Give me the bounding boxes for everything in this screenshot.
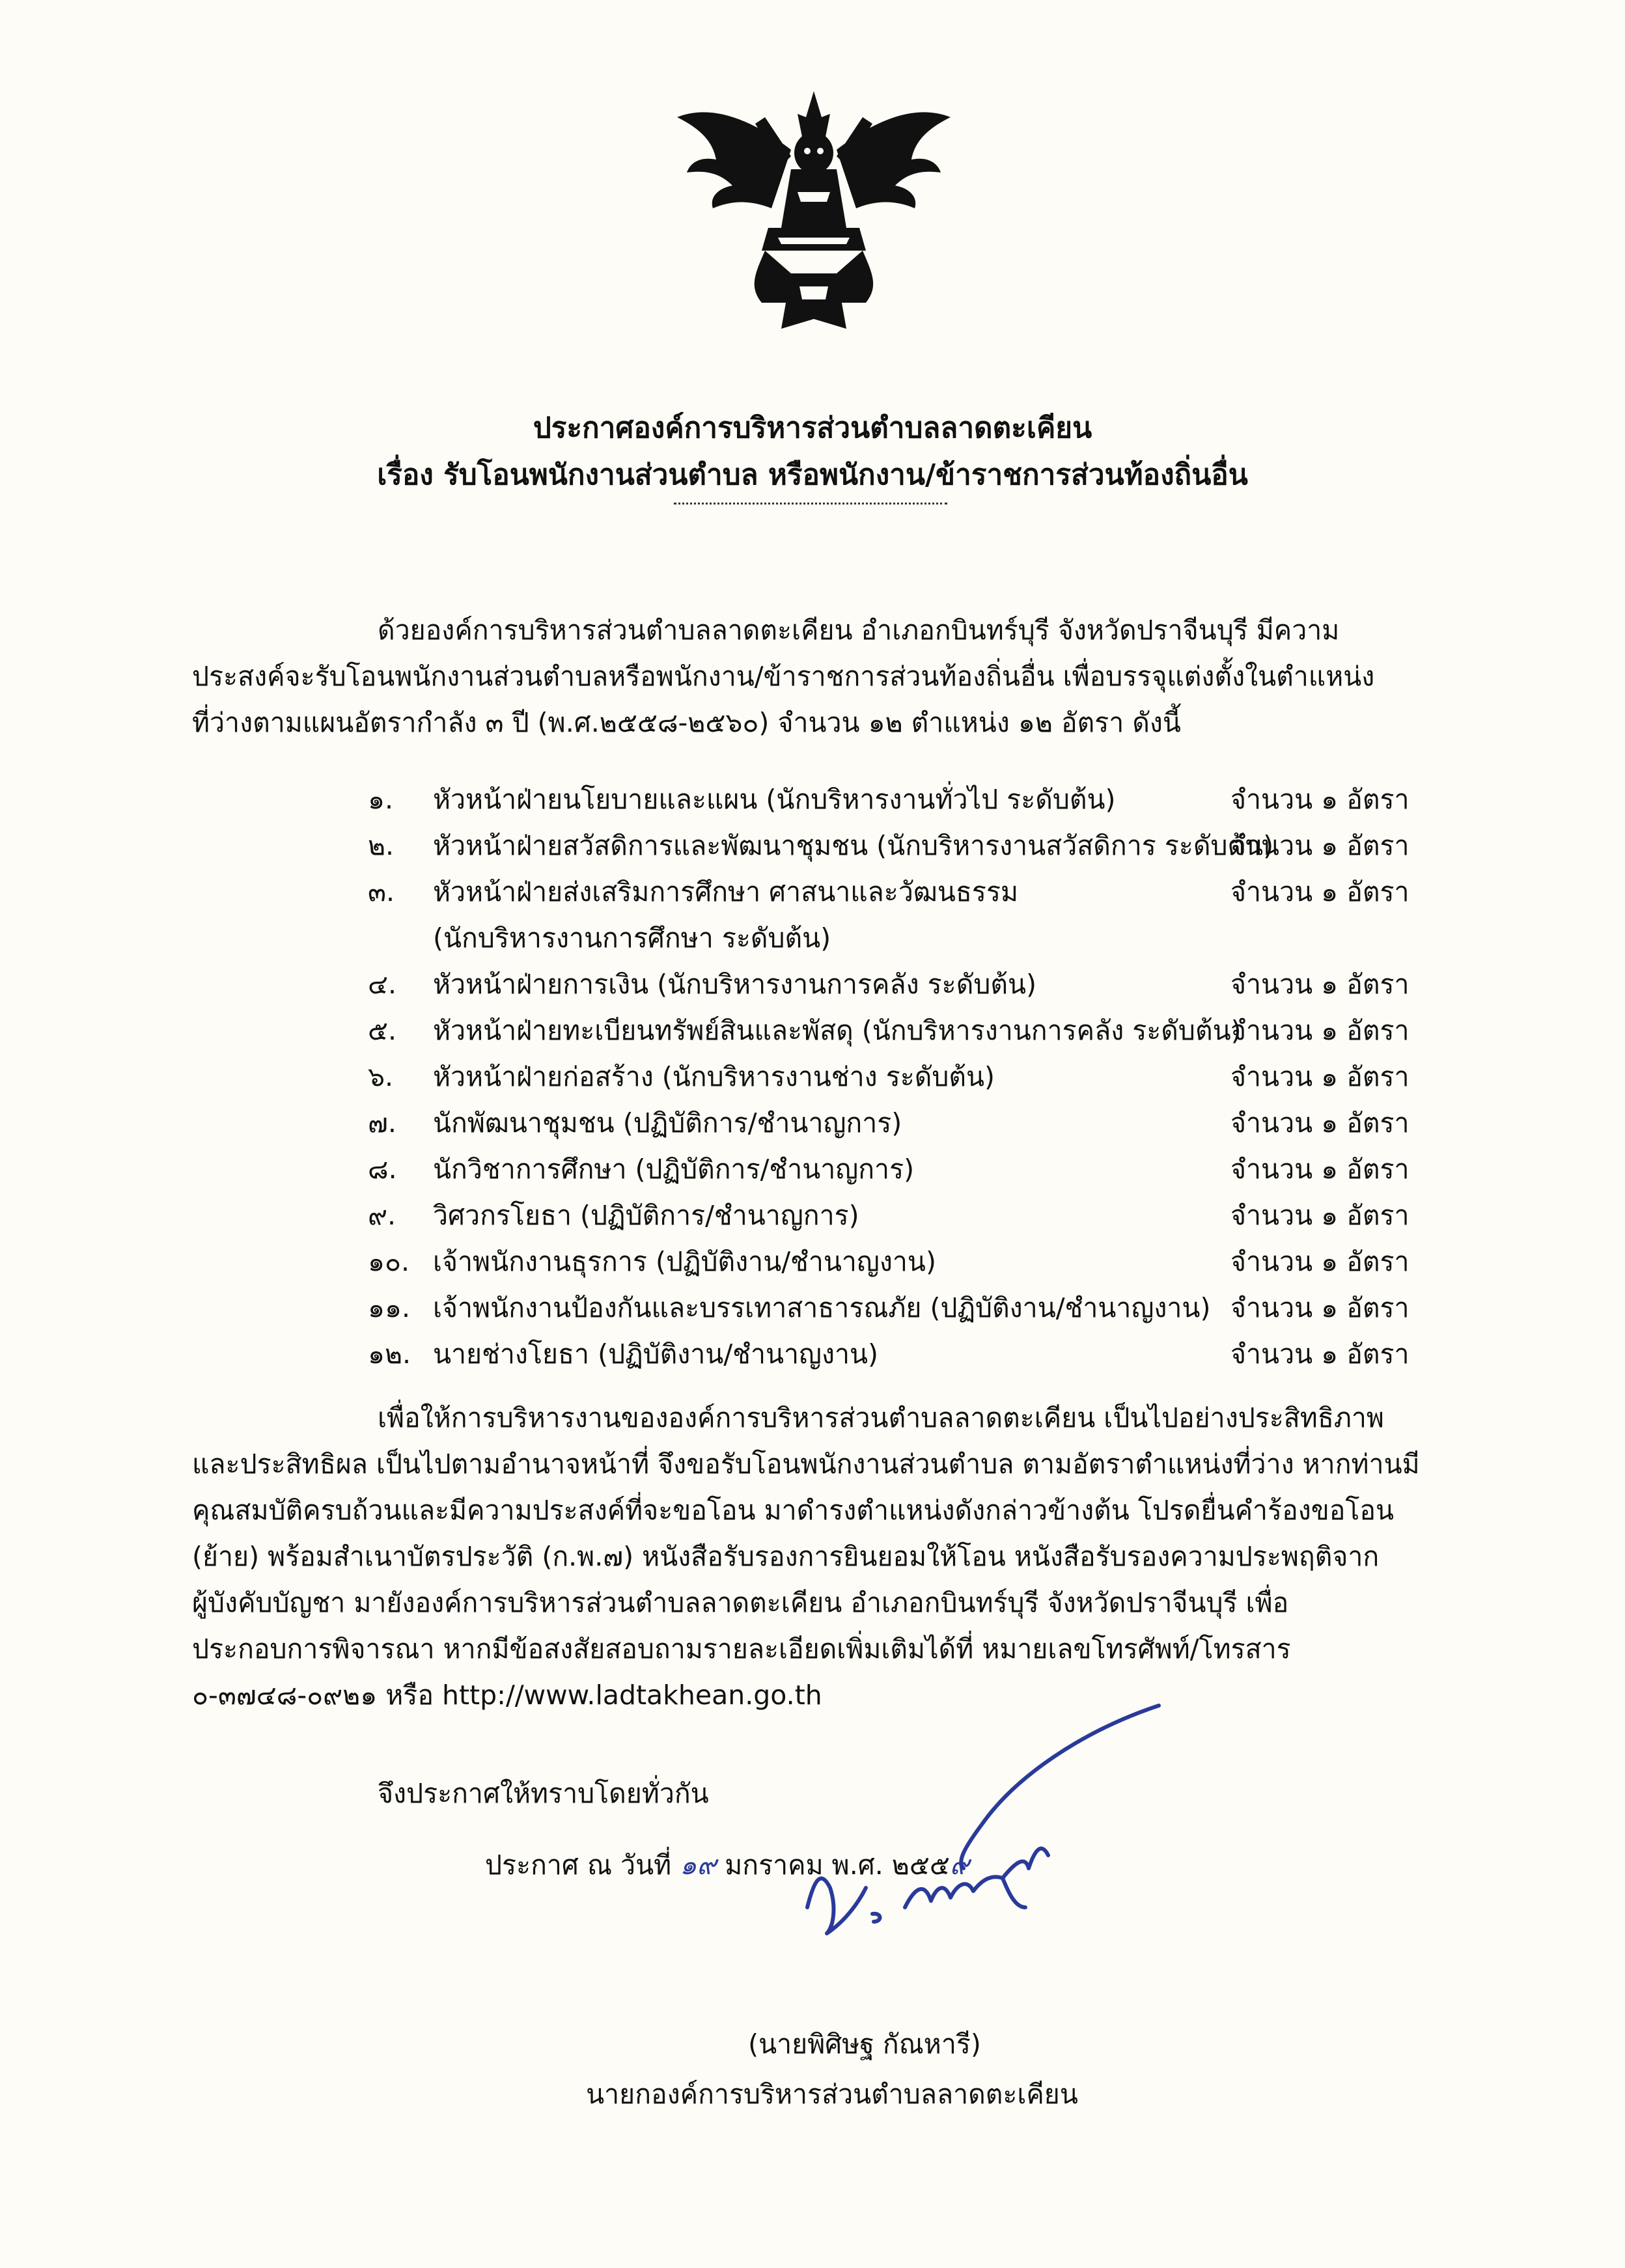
position-item bbox=[368, 1146, 1475, 1193]
position-title: นักพัฒนาชุมชน (ปฏิบัติการ/ชำนาญการ) bbox=[433, 1107, 902, 1139]
position-item bbox=[368, 1285, 1475, 1331]
announcement-subject: เรื่อง รับโอนพนักงานส่วนตำบล หรือพนักงาน/ข้าราชการส่วนท้องถิ่นอื่น bbox=[377, 458, 1248, 491]
body-paragraph bbox=[192, 1395, 1419, 1719]
position-amount: จำนวน ๑ อัตรา bbox=[1230, 969, 1410, 1000]
body-line: ประกอบการพิจารณา หากมีข้อสงสัยสอบถามรายละเอียดเพิ่มเติมได้ที่ หมายเลขโทรศัพท์/โทรสาร bbox=[192, 1633, 1291, 1665]
signatory-name: (นายพิศิษฐ กัณหารี) bbox=[748, 2028, 981, 2060]
position-title: หัวหน้าฝ่ายการเงิน (นักบริหารงานการคลัง ระดับต้น) bbox=[433, 969, 1037, 1000]
position-amount: จำนวน ๑ อัตรา bbox=[1230, 1292, 1410, 1323]
position-title: หัวหน้าฝ่ายนโยบายและแผน (นักบริหารงานทั่วไป ระดับต้น) bbox=[433, 784, 1116, 815]
position-title: วิศวกรโยธา (ปฏิบัติการ/ชำนาญการ) bbox=[433, 1200, 859, 1231]
position-number: ๓. bbox=[368, 876, 395, 907]
date-prefix: ประกาศ ณ วันที่ bbox=[485, 1849, 672, 1881]
position-item bbox=[368, 961, 1475, 1008]
position-number: ๗. bbox=[368, 1107, 396, 1139]
position-item bbox=[368, 777, 1475, 823]
position-amount: จำนวน ๑ อัตรา bbox=[1230, 1154, 1410, 1185]
position-amount: จำนวน ๑ อัตรา bbox=[1230, 1246, 1410, 1277]
body-line: ๐-๓๗๔๘-๐๙๒๑ หรือ http://www.ladtakhean.go.th bbox=[192, 1680, 822, 1711]
intro-line: ที่ว่างตามแผนอัตรากำลัง ๓ ปี (พ.ศ.๒๕๕๘-๒๕๖๐) จำนวน ๑๒ ตำแหน่ง ๑๒ อัตรา ดังนี้ bbox=[192, 707, 1181, 738]
position-number: ๑. bbox=[368, 784, 394, 815]
position-title: เจ้าพนักงานธุรการ (ปฏิบัติงาน/ชำนาญงาน) bbox=[433, 1246, 936, 1277]
title-divider bbox=[674, 503, 947, 505]
position-number: ๘. bbox=[368, 1154, 397, 1185]
position-amount: จำนวน ๑ อัตรา bbox=[1230, 876, 1410, 907]
intro-paragraph bbox=[192, 607, 1419, 746]
position-amount: จำนวน ๑ อัตรา bbox=[1230, 1061, 1410, 1092]
position-amount: จำนวน ๑ อัตรา bbox=[1230, 784, 1410, 815]
announcement-title: ประกาศองค์การบริหารส่วนตำบลลาดตะเคียน bbox=[533, 411, 1092, 445]
body-line: เพื่อให้การบริหารงานขององค์การบริหารส่วนตำบลลาดตะเคียน เป็นไปอย่างประสิทธิภาพ bbox=[378, 1402, 1384, 1433]
position-item bbox=[368, 1054, 1475, 1100]
body-line: และประสิทธิผล เป็นไปตามอำนาจหน้าที่ จึงขอรับโอนพนักงานส่วนตำบล ตามอัตราตำแหน่งที่ว่าง หากท่านมี bbox=[192, 1448, 1420, 1480]
position-subtitle: (นักบริหารงานการศึกษา ระดับต้น) bbox=[433, 922, 831, 954]
position-number: ๑๒. bbox=[368, 1338, 411, 1370]
position-item bbox=[368, 1193, 1475, 1239]
date-month-year: มกราคม พ.ศ. ๒๕๕ bbox=[725, 1849, 950, 1881]
position-item bbox=[368, 869, 1475, 915]
intro-line: ประสงค์จะรับโอนพนักงานส่วนตำบลหรือพนักงาน/ข้าราชการส่วนท้องถิ่นอื่น เพื่อบรรจุแต่งตั้งในตำแหน่ง bbox=[192, 661, 1375, 692]
position-title: นายช่างโยธา (ปฏิบัติงาน/ชำนาญงาน) bbox=[433, 1338, 879, 1370]
position-item-continuation bbox=[368, 915, 1475, 961]
garuda-emblem-icon bbox=[651, 78, 977, 339]
signatory-title: นายกองค์การบริหารส่วนตำบลลาดตะเคียน bbox=[586, 2079, 1078, 2110]
position-title: หัวหน้าฝ่ายสวัสดิการและพัฒนาชุมชน (นักบริหารงานสวัสดิการ ระดับต้น) bbox=[433, 830, 1274, 861]
position-title: เจ้าพนักงานป้องกันและบรรเทาสาธารณภัย (ปฏิบัติงาน/ชำนาญงาน) bbox=[433, 1292, 1211, 1323]
position-number: ๑๐. bbox=[368, 1246, 410, 1277]
position-number: ๑๑. bbox=[368, 1292, 411, 1323]
position-item bbox=[368, 1100, 1475, 1146]
position-number: ๕. bbox=[368, 1015, 397, 1046]
position-amount: จำนวน ๑ อัตรา bbox=[1230, 1015, 1410, 1046]
body-line: ผู้บังคับบัญชา มายังองค์การบริหารส่วนตำบลลาดตะเคียน อำเภอกบินทร์บุรี จังหวัดปราจีนบุรี เพื่อ bbox=[192, 1587, 1289, 1618]
date-day: ๑๙ bbox=[680, 1849, 717, 1881]
position-number: ๙. bbox=[368, 1200, 396, 1231]
position-amount: จำนวน ๑ อัตรา bbox=[1230, 1200, 1410, 1231]
position-amount: จำนวน ๑ อัตรา bbox=[1230, 1107, 1410, 1139]
position-number: ๔. bbox=[368, 969, 397, 1000]
date-year-end: ๙ bbox=[949, 1849, 969, 1881]
position-amount: จำนวน ๑ อัตรา bbox=[1230, 1338, 1410, 1370]
position-number: ๒. bbox=[368, 830, 395, 861]
closing-statement: จึงประกาศให้ทราบโดยทั่วกัน bbox=[378, 1778, 709, 1809]
intro-line: ด้วยองค์การบริหารส่วนตำบลลาดตะเคียน อำเภอกบินทร์บุรี จังหวัดปราจีนบุรี มีความ bbox=[378, 615, 1340, 646]
position-title: หัวหน้าฝ่ายก่อสร้าง (นักบริหารงานช่าง ระดับต้น) bbox=[433, 1061, 995, 1092]
body-line: (ย้าย) พร้อมสำเนาบัตรประวัติ (ก.พ.๗) หนังสือรับรองการยินยอมให้โอน หนังสือรับรองความประพฤติจาก bbox=[192, 1541, 1380, 1572]
position-title: หัวหน้าฝ่ายทะเบียนทรัพย์สินและพัสดุ (นักบริหารงานการคลัง ระดับต้น) bbox=[433, 1015, 1242, 1046]
position-item bbox=[368, 1008, 1475, 1054]
body-line: คุณสมบัติครบถ้วนและมีความประสงค์ที่จะขอโอน มาดำรงตำแหน่งดังกล่าวข้างต้น โปรดยื่นคำร้องขอโอน bbox=[192, 1495, 1395, 1526]
position-number: ๖. bbox=[368, 1061, 394, 1092]
position-item bbox=[368, 1331, 1475, 1377]
position-title: นักวิชาการศึกษา (ปฏิบัติการ/ชำนาญการ) bbox=[433, 1154, 915, 1185]
position-item bbox=[368, 823, 1475, 869]
signature-image bbox=[768, 1693, 1172, 1979]
position-amount: จำนวน ๑ อัตรา bbox=[1230, 830, 1410, 861]
positions-list bbox=[368, 777, 1475, 1377]
position-item bbox=[368, 1239, 1475, 1285]
position-title: หัวหน้าฝ่ายส่งเสริมการศึกษา ศาสนาและวัฒนธรรม bbox=[433, 876, 1018, 907]
